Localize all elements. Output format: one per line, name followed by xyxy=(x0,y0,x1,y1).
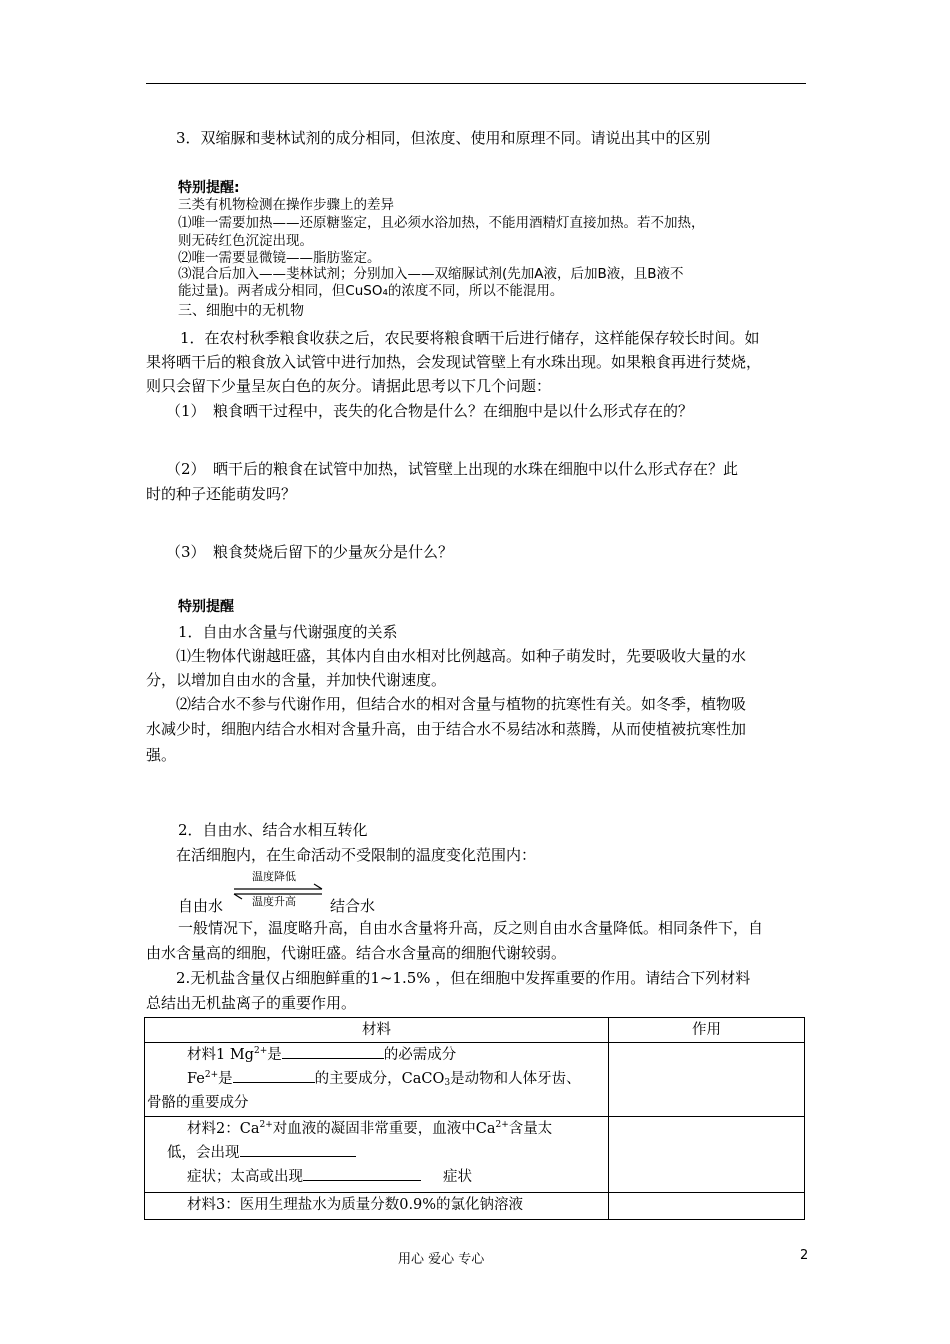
bound-water-label: 结合水 xyxy=(330,897,376,915)
material-1-text: 材料1 Mg xyxy=(187,1047,254,1063)
answer-blank[interactable] xyxy=(303,1166,421,1181)
sub-question-3: （3） 粮食焚烧后留下的少量灰分是什么？ xyxy=(166,543,454,561)
arrow-label-bottom: 温度升高 xyxy=(252,895,296,908)
subscript: 3 xyxy=(444,1078,451,1088)
tip2-line: 水减少时，细胞内结合水相对含量升高，由于结合水不易结冰和蒸腾，从而使植被抗寒性加 xyxy=(146,720,747,738)
tip1-line: 三类有机物检测在操作步骤上的差异 xyxy=(178,197,394,213)
sub-question-1: （1） 粮食晒干过程中，丧失的化合物是什么？在细胞中是以什么形式存在的？ xyxy=(166,402,694,420)
function-cell-2[interactable] xyxy=(609,1117,805,1193)
tip1-line: 能过量)。两者成分相同，但CuSO₄的浓度不同，所以不能混用。 xyxy=(178,283,564,299)
header-rule xyxy=(146,83,806,84)
table-row xyxy=(145,1043,805,1117)
conversion-condition: 在活细胞内，在生命活动不受限制的温度变化范围内： xyxy=(176,846,537,864)
material-1-text: 的主要成分，CaCO xyxy=(314,1071,445,1087)
tip2-line: 分，以增加自由水的含量，并加快代谢速度。 xyxy=(146,671,447,689)
material-1-text: 骨骼的重要成分 xyxy=(147,1095,249,1111)
superscript: 2+ xyxy=(259,1120,273,1130)
table-header: 作用 xyxy=(609,1018,805,1043)
material-1-text: 是动物和人体牙齿、 xyxy=(450,1071,581,1087)
sub-question-2: （2） 晒干后的粮食在试管中加热，试管壁上出现的水珠在细胞中以什么形式存在？此 xyxy=(166,460,739,478)
material-1-text: 是 xyxy=(218,1071,233,1087)
answer-blank[interactable] xyxy=(233,1068,315,1083)
material-2-cell xyxy=(145,1117,609,1193)
intro-line: 则只会留下少量呈灰白色的灰分。请据此思考以下几个问题： xyxy=(146,377,552,395)
conversion-text: 由水含量高的细胞，代谢旺盛。结合水含量高的细胞代谢较弱。 xyxy=(146,944,567,962)
tip2-line: ⑴生物体代谢越旺盛，其体内自由水相对比例越高。如种子萌发时，先要吸收大量的水 xyxy=(176,647,747,665)
tip1-line: 则无砖红色沉淀出现。 xyxy=(178,233,313,249)
function-cell-1[interactable] xyxy=(609,1043,805,1117)
function-cell-3[interactable] xyxy=(609,1193,805,1220)
material-1-cell xyxy=(145,1043,609,1117)
table-row xyxy=(145,1117,805,1193)
materials-table xyxy=(144,1017,805,1220)
material-1-text: 是 xyxy=(267,1047,282,1063)
superscript: 2+ xyxy=(253,1046,268,1056)
material-1-text: 的必需成分 xyxy=(383,1047,457,1063)
answer-blank[interactable] xyxy=(240,1142,356,1157)
conversion-title: 2．自由水、结合水相互转化 xyxy=(178,821,368,839)
tip2-line: 1．自由水含量与代谢强度的关系 xyxy=(178,623,398,641)
material-2-text: 材料2：Ca xyxy=(187,1121,260,1137)
superscript: 2+ xyxy=(495,1120,509,1130)
sub-question-2-cont: 时的种子还能萌发吗？ xyxy=(146,485,297,503)
tip1-line: ⑶混合后加入——斐林试剂；分别加入——双缩脲试剂(先加A液，后加B液，且B液不 xyxy=(178,266,684,282)
footer-motto: 用心 爱心 专心 xyxy=(398,1252,485,1267)
intro-line: 1．在农村秋季粮食收获之后，农民要将粮食晒干后进行储存，这样能保存较长时间。如 xyxy=(180,329,760,347)
salt-text: 总结出无机盐离子的重要作用。 xyxy=(146,994,357,1012)
table-row xyxy=(145,1193,805,1220)
salt-text: 2.无机盐含量仅占细胞鲜重的1~1.5% ，但在细胞中发挥重要的作用。请结合下列材料 xyxy=(176,969,751,987)
tip2-line: ⑵结合水不参与代谢作用，但结合水的相对含量与植物的抗寒性有关。如冬季，植物吸 xyxy=(176,695,747,713)
answer-blank[interactable] xyxy=(282,1044,384,1059)
intro-line: 果将晒干后的粮食放入试管中进行加热，会发现试管壁上有水珠出现。如果粮食再进行焚烧， xyxy=(146,353,762,371)
free-water-label: 自由水 xyxy=(178,897,224,915)
material-1-text: Fe xyxy=(187,1071,205,1087)
conversion-text: 一般情况下，温度略升高，自由水含量将升高，反之则自由水含量降低。相同条件下，自 xyxy=(178,919,764,937)
question-3: 3．双缩脲和斐林试剂的成分相同，但浓度、使用和原理不同。请说出其中的区别 xyxy=(176,129,711,147)
table-header: 材料 xyxy=(145,1018,609,1043)
tip-title-1: 特别提醒: xyxy=(178,180,240,196)
material-3-text: 材料3：医用生理盐水为质量分数0.9%的氯化钠溶液 xyxy=(187,1197,524,1213)
material-2-text: 含量太 xyxy=(508,1121,553,1137)
material-2-text: 症状；太高或出现 xyxy=(187,1169,303,1185)
material-2-text: 对血液的凝固非常重要，血液中Ca xyxy=(272,1121,496,1137)
material-3-cell xyxy=(145,1193,609,1220)
material-2-text: 症状 xyxy=(443,1169,472,1185)
tip-title-2: 特别提醒 xyxy=(178,599,234,615)
superscript: 2+ xyxy=(204,1070,219,1080)
tip1-line: ⑴唯一需要加热——还原糖鉴定，且必须水浴加热，不能用酒精灯直接加热。若不加热， xyxy=(178,215,705,231)
page-number: 2 xyxy=(800,1248,809,1263)
tip1-line: ⑵唯一需要显微镜——脂肪鉴定。 xyxy=(178,250,381,266)
material-2-text: 低，会出现 xyxy=(167,1145,240,1161)
table-header-row xyxy=(145,1018,805,1043)
tip2-line: 强。 xyxy=(146,746,177,764)
arrow-label-top: 温度降低 xyxy=(252,870,296,883)
section-title: 三、细胞中的无机物 xyxy=(178,303,304,319)
